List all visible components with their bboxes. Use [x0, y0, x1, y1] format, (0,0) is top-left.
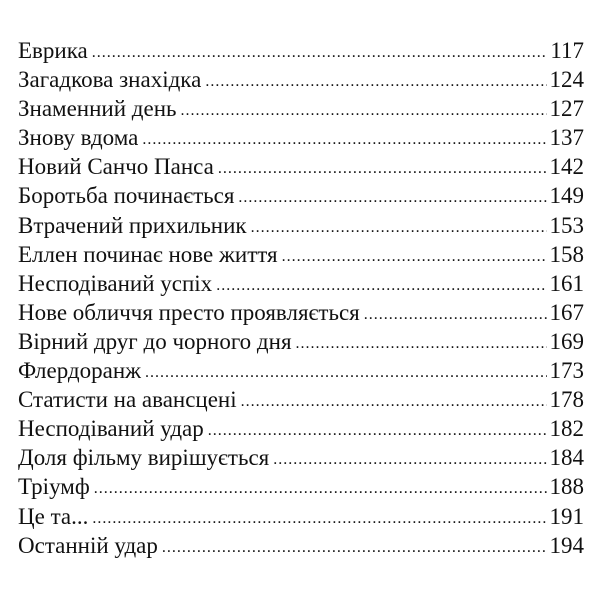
toc-entry [18, 385, 584, 414]
toc-entry-page-number: 153 [549, 212, 584, 238]
dot-leader [238, 183, 546, 212]
dot-leader [364, 300, 547, 329]
toc-entry-title: Це та... [18, 503, 89, 529]
dot-leader [92, 38, 548, 67]
toc-entry-title: Боротьба починається [18, 183, 235, 209]
toc-entry-page-number: 191 [549, 503, 584, 529]
toc-entry [18, 356, 584, 385]
dot-leader [145, 358, 546, 387]
toc-entry-title: Новий Санчо Панса [18, 154, 214, 180]
toc-entry-page-number: 182 [549, 416, 584, 442]
toc-entry-title: Статисти на авансцені [18, 387, 237, 413]
toc-entry-title: Вірний друг до чорного дня [18, 328, 292, 354]
toc-entry-page-number: 117 [550, 38, 584, 63]
dot-leader [205, 67, 546, 96]
toc-entry [18, 152, 584, 181]
toc-entry [18, 298, 584, 327]
toc-entry-title: Доля фільму вирішується [18, 445, 270, 471]
toc-entry [18, 531, 584, 560]
toc-entry-page-number: 184 [549, 445, 584, 471]
table-of-contents [18, 36, 584, 560]
toc-entry-title: Знову вдома [18, 125, 139, 151]
dot-leader [218, 154, 547, 183]
toc-entry-page-number: 194 [549, 532, 584, 558]
toc-entry [18, 36, 584, 65]
toc-entry-page-number: 167 [549, 299, 584, 325]
dot-leader [251, 213, 547, 242]
toc-entry [18, 181, 584, 210]
toc-entry-title: Загадкова знахідка [18, 67, 202, 93]
dot-leader [181, 96, 547, 125]
toc-entry [18, 123, 584, 152]
toc-entry-page-number: 127 [549, 96, 584, 122]
toc-entry-page-number: 178 [549, 387, 584, 413]
toc-entry-title: Знаменний день [18, 96, 177, 122]
dot-leader [208, 416, 547, 445]
toc-entry-title: Несподіваний удар [18, 416, 204, 442]
toc-entry-title: Втрачений прихильник [18, 212, 247, 238]
dot-leader [142, 125, 546, 154]
toc-entry [18, 269, 584, 298]
toc-entry [18, 240, 584, 269]
toc-entry [18, 94, 584, 123]
toc-entry-page-number: 149 [549, 183, 584, 209]
toc-entry-page-number: 137 [549, 125, 584, 151]
dot-leader [296, 329, 547, 358]
toc-entry [18, 414, 584, 443]
toc-entry-page-number: 169 [549, 328, 584, 354]
toc-entry [18, 65, 584, 94]
toc-entry [18, 472, 584, 501]
dot-leader [273, 445, 546, 474]
dot-leader [94, 474, 547, 503]
dot-leader [216, 271, 546, 300]
toc-entry-page-number: 142 [549, 154, 584, 180]
toc-entry-title: Еврика [18, 38, 88, 63]
toc-entry-title: Еллен починає нове життя [18, 241, 278, 267]
toc-entry [18, 211, 584, 240]
toc-entry-page-number: 124 [549, 67, 584, 93]
toc-entry-title: Тріумф [18, 474, 90, 500]
dot-leader [241, 387, 547, 416]
toc-entry-title: Останній удар [18, 532, 158, 558]
toc-entry-title: Несподіваний успіх [18, 270, 213, 296]
toc-entry-title: Нове обличчя престо проявляється [18, 299, 360, 325]
toc-entry [18, 327, 584, 356]
dot-leader [282, 242, 547, 271]
toc-entry-page-number: 161 [549, 270, 584, 296]
toc-entry-page-number: 158 [549, 241, 584, 267]
toc-entry [18, 443, 584, 472]
toc-entry-page-number: 188 [549, 474, 584, 500]
toc-entry-title: Флердоранж [18, 358, 142, 384]
toc-entry [18, 502, 584, 531]
toc-entry-page-number: 173 [549, 358, 584, 384]
dot-leader [92, 504, 546, 533]
dot-leader [162, 533, 547, 562]
